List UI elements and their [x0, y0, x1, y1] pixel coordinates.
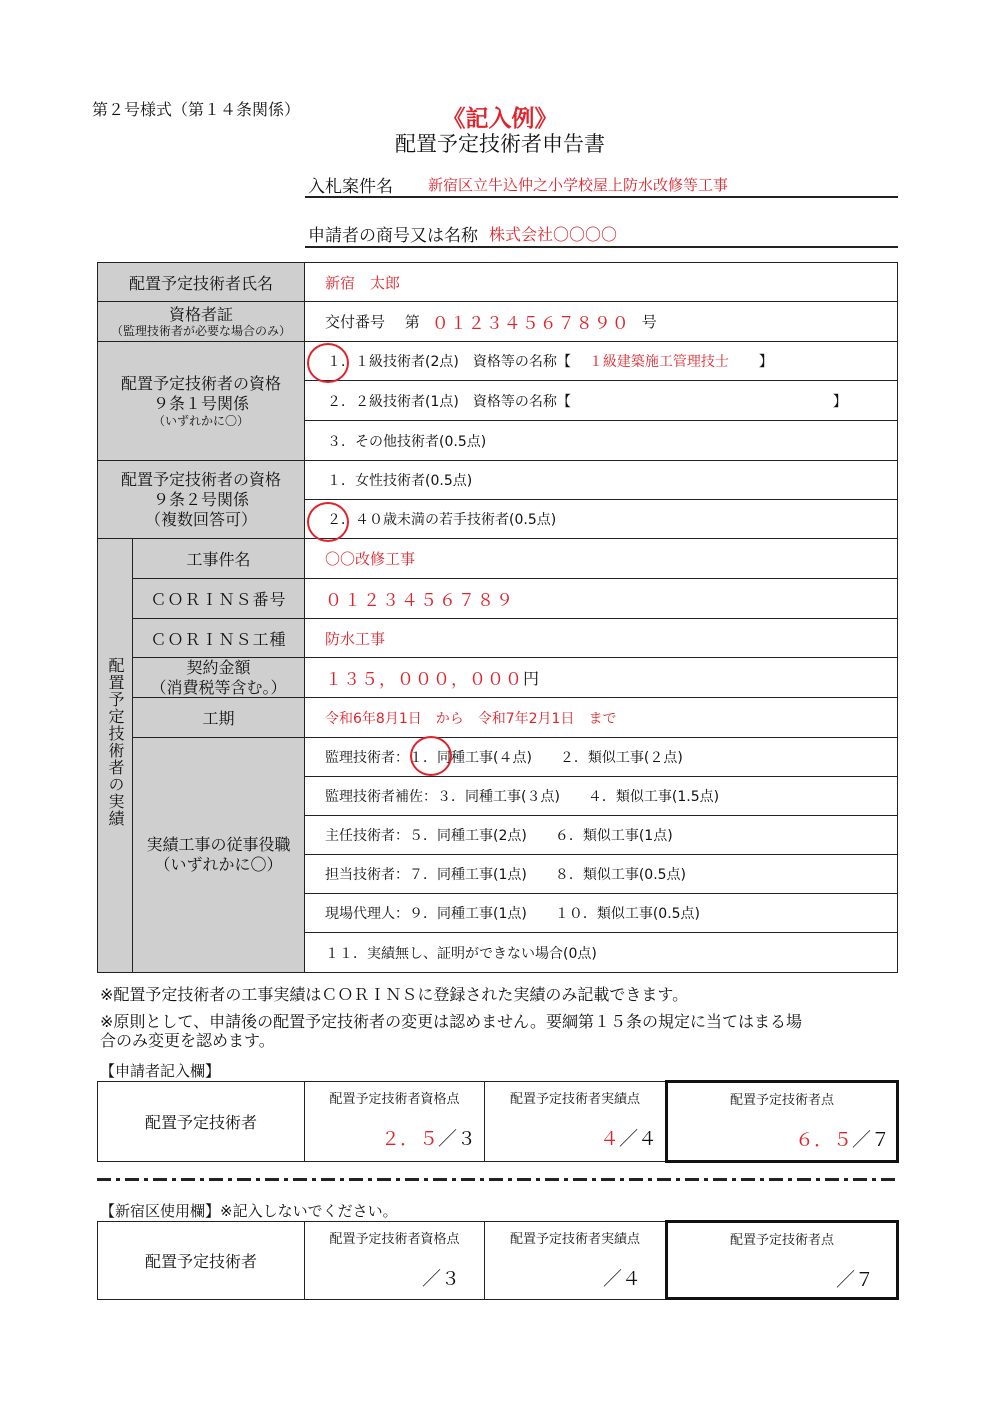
applicant-name-value: 株式会社〇〇〇〇 [489, 225, 618, 244]
qual2-option2 [304, 499, 898, 539]
qual2-label-line1: 配置予定技術者の資格 [120, 469, 281, 489]
office-section-heading: 【新宿区使用欄】※記入しないでください。 [100, 1202, 398, 1220]
role-label-line1: 実績工事の従事役職 [146, 835, 291, 854]
amount-unit: 円 [523, 669, 540, 688]
cert-suffix: 号 [641, 313, 657, 331]
office-record-score-max: ／４ [602, 1268, 641, 1290]
applicant-total-score-header: 配置予定技術者点 [729, 1093, 834, 1108]
role-option-text: 監理技術者：１．同種工事(４点) ２．類似工事(２点) [325, 750, 683, 766]
office-qual-score-header: 配置予定技術者資格点 [329, 1232, 460, 1247]
applicant-row-label: 配置予定技術者 [144, 1113, 257, 1132]
office-record-score-cell [484, 1221, 666, 1300]
note-change [100, 1012, 802, 1050]
form-number: 第２号様式（第１４条関係） [92, 100, 301, 119]
work-name-label: 工事件名 [186, 550, 251, 569]
selection-circle-role [410, 736, 452, 776]
role-option-text: 担当技術者：７．同種工事(1点) ８．類似工事(0.5点) [325, 867, 687, 883]
cert-value-cell [304, 301, 898, 342]
applicant-total-score-value: ６．５ [794, 1129, 852, 1151]
selection-circle-qual2 [307, 502, 349, 542]
applicant-total-score-max: ／７ [851, 1129, 890, 1151]
amount-label-line2: （消費税等含む。） [150, 677, 287, 697]
qual1-option1-value: １級建築施工管理技士 [588, 354, 729, 370]
corins-type-value-cell [304, 618, 898, 658]
corins-number-value-cell [304, 578, 898, 619]
period-label-cell [132, 697, 305, 738]
qual1-option1-close: 】 [758, 354, 773, 370]
cert-sublabel: （監理技術者が必要な場合のみ） [110, 323, 291, 338]
office-total-score-cell [665, 1220, 899, 1300]
name-label: 配置予定技術者氏名 [128, 273, 273, 293]
role-option-row [304, 893, 898, 933]
cut-line-separator [97, 1178, 899, 1181]
applicant-name-label: 申請者の商号又は名称 [308, 226, 478, 246]
qual2-label-line2: ９条２号関係 [152, 489, 249, 509]
note-change-line1: ※原則として、申請後の配置予定技術者の変更は認めません。要綱第１５条の規定に当てはまる場 [100, 1012, 803, 1031]
role-option-row [304, 776, 898, 816]
qual1-option2-text: ２．２級技術者(1点) 資格等の名称【 [327, 393, 571, 410]
example-label: 《記入例》 [442, 106, 558, 132]
cert-label-cell [97, 301, 305, 342]
qual2-label-cell [97, 460, 305, 539]
corins-type-value: 防水工事 [325, 629, 386, 648]
work-name-value-cell [304, 538, 898, 579]
applicant-row-label-cell [97, 1081, 305, 1162]
qual1-option1-text: １．１級技術者(2点) 資格等の名称【 [327, 354, 571, 370]
role-option-row [304, 854, 898, 894]
qual1-label-cell [97, 341, 305, 461]
role-option-row [304, 737, 898, 777]
cert-label: 資格者証 [168, 304, 233, 324]
applicant-qual-score-cell [304, 1081, 485, 1162]
qual1-option2 [304, 380, 898, 421]
office-total-score-header: 配置予定技術者点 [729, 1233, 834, 1248]
amount-label-line1: 契約金額 [186, 657, 251, 677]
role-option-text: 現場代理人：９．同種工事(1点) １０．類似工事(0.5点) [325, 906, 701, 922]
bid-underline [305, 196, 898, 198]
office-qual-score-cell [304, 1221, 485, 1300]
qual1-label-line2: ９条１号関係 [152, 394, 249, 413]
applicant-total-score-cell [665, 1080, 899, 1163]
applicant-record-score-max: ／４ [618, 1128, 657, 1150]
qual1-label-line1: 配置予定技術者の資格 [120, 374, 281, 393]
period-value: 令和6年8月1日 から 令和7年2月1日 まで [325, 710, 617, 727]
corins-number-label: ＣＯＲＩＮＳ番号 [150, 590, 287, 609]
record-vertical-label-cell [97, 538, 133, 973]
name-value-cell [304, 262, 898, 302]
applicant-qual-score-max: ／３ [437, 1128, 476, 1150]
role-option-text: 監理技術者補佐：３．同種工事(３点) ４．類似工事(1.5点) [325, 789, 720, 805]
note-change-line2: 合のみ変更を認めます。 [100, 1031, 275, 1050]
role-label-line2: （いずれかに〇） [154, 855, 283, 874]
applicant-qual-score-value: ２．５ [380, 1128, 438, 1150]
record-vertical-label: 配置予定技術者の実績 [106, 657, 125, 827]
amount-label-cell [132, 657, 305, 698]
amount-value-cell [304, 657, 898, 698]
corins-number-value: ０１２３４５６７８９ [325, 591, 515, 611]
role-option-row [304, 815, 898, 855]
cert-number: ０１２３４５６７８９０ [431, 314, 630, 334]
applicant-record-score-cell [484, 1081, 666, 1162]
qual1-option2-close: 】 [832, 393, 847, 410]
applicant-record-score-value: ４ [599, 1128, 619, 1150]
work-name-label-cell [132, 538, 305, 579]
applicant-qual-score-header: 配置予定技術者資格点 [329, 1092, 460, 1107]
amount-value: １３５，０００，０００ [325, 670, 523, 690]
qual1-option1 [304, 341, 898, 381]
name-value: 新宿 太郎 [325, 273, 401, 292]
role-option-row [304, 932, 898, 973]
bid-name-value: 新宿区立牛込仲之小学校屋上防水改修等工事 [428, 176, 729, 194]
selection-circle-qual1 [307, 343, 349, 383]
note-corins: ※配置予定技術者の工事実績はＣＯＲＩＮＳに登録された実績のみ記載できます。 [100, 985, 689, 1004]
cert-prefix: 交付番号 第 [325, 313, 420, 331]
work-name-value: 〇〇改修工事 [325, 550, 416, 568]
name-label-cell [97, 262, 305, 302]
qual2-label-line3: （複数回答可） [144, 509, 257, 529]
office-row-label: 配置予定技術者 [144, 1252, 257, 1271]
qual1-option3-text: ３．その他技術者(0.5点) [327, 433, 487, 450]
bid-name-label: 入札案件名 [308, 177, 393, 197]
period-label: 工期 [202, 709, 235, 728]
page-title: 配置予定技術者申告書 [395, 132, 605, 156]
office-qual-score-max: ／３ [421, 1268, 460, 1290]
office-total-score-max: ／７ [835, 1269, 874, 1291]
role-label-cell [132, 737, 305, 973]
corins-type-label: ＣＯＲＩＮＳ工種 [150, 629, 287, 649]
role-option-text: １１．実績無し、証明ができない場合(0点) [325, 945, 597, 962]
applicant-underline [305, 246, 898, 248]
corins-type-label-cell [132, 618, 305, 658]
qual1-option3 [304, 420, 898, 461]
qual1-label-line3: （いずれかに〇） [152, 414, 249, 428]
office-row-label-cell [97, 1221, 305, 1300]
office-record-score-header: 配置予定技術者実績点 [509, 1232, 640, 1247]
qual2-option2-text: ２．４０歳未満の若手技術者(0.5点) [327, 512, 557, 528]
applicant-record-score-header: 配置予定技術者実績点 [509, 1092, 640, 1107]
period-value-cell [304, 697, 898, 738]
corins-number-label-cell [132, 578, 305, 619]
qual2-option1-text: １．女性技術者(0.5点) [327, 473, 473, 489]
applicant-section-heading: 【申請者記入欄】 [100, 1062, 221, 1080]
qual2-option1 [304, 460, 898, 500]
role-option-text: 主任技術者：５．同種工事(2点) ６．類似工事(1点) [325, 828, 673, 844]
